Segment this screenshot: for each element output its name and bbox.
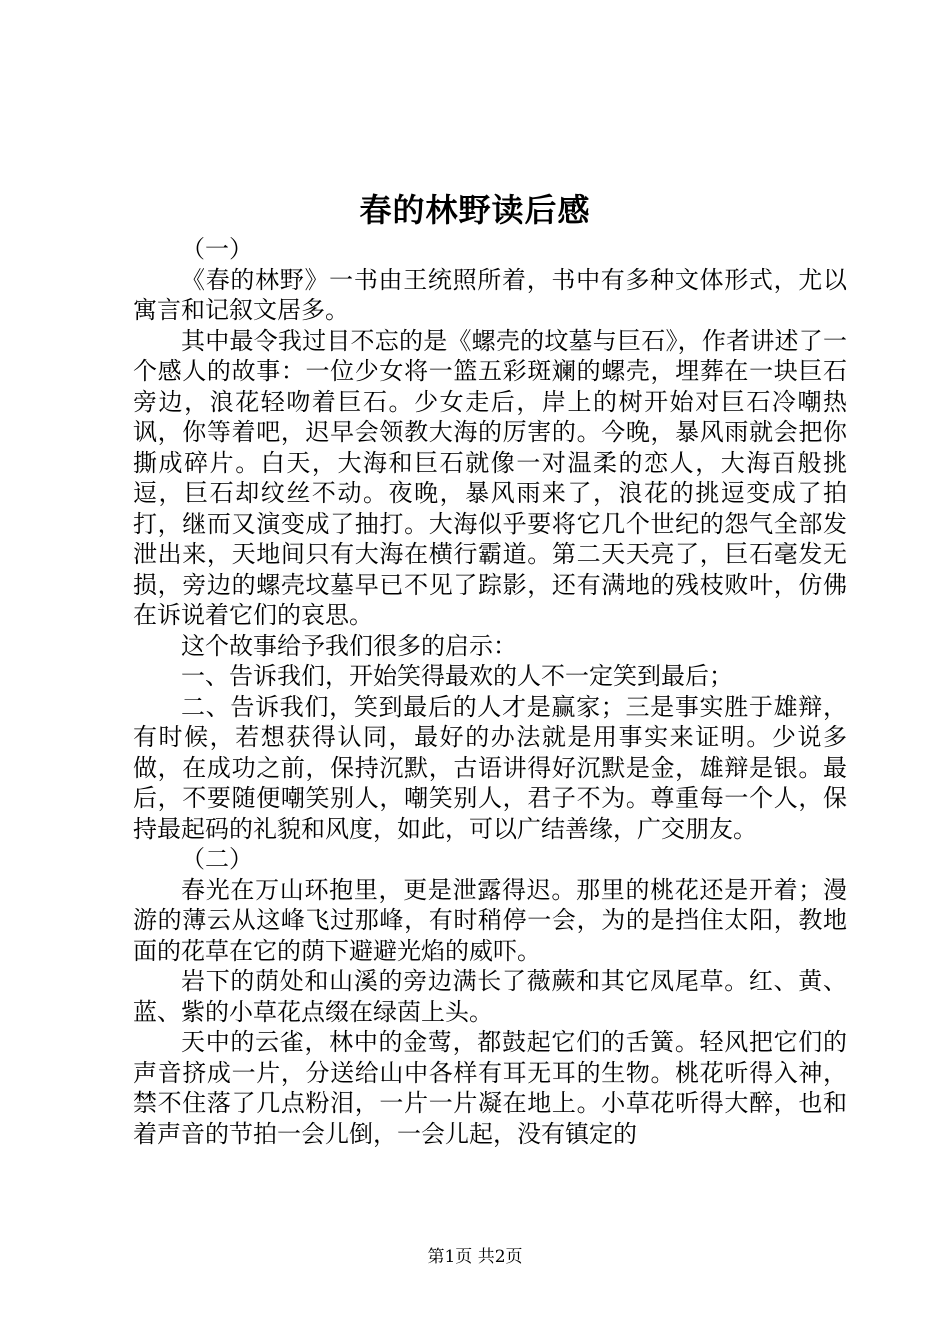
page-footer: 第1页 共2页 (427, 1247, 523, 1267)
document-title: 春的林野读后感 (359, 191, 591, 229)
document-body (133, 234, 847, 1149)
section-heading-1: （一） (181, 235, 253, 263)
paragraph: 这个故事给予我们很多的启示： (181, 631, 517, 660)
paragraph: 《春的林野》一书由王统照所着，书中有多种文体形式，尤以寓言和记叙文居多。 (133, 265, 847, 324)
paragraph: 其中最令我过目不忘的是《螺壳的坟墓与巨石》，作者讲述了一个感人的故事：一位少女将一篮五彩斑斓的螺壳，埋葬在一块巨石旁边，浪花轻吻着巨石。少女走后，岸上的树开始对巨石冷嘲热讽，你等着吧，迟早会领教大海的厉害的。今晚，暴风雨就会把你撕成碎片。白天，大海和巨石就像一对温柔的恋人，大海百般挑逗，巨石却纹丝不动。夜晚，暴风雨来了，浪花的挑逗变成了拍打，继而又演变成了抽打。大海似乎要将它几个世纪的怨气全部发泄出来，天地间只有大海在横行霸道。第二天天亮了，巨石毫发无损，旁边的螺壳坟墓早已不见了踪影，还有满地的残枝败叶，仿佛在诉说着它们的哀思。 (133, 326, 847, 629)
section-heading-2: （二） (181, 845, 253, 873)
paragraph: 二、告诉我们，笑到最后的人才是赢家；三是事实胜于雄辩，有时候，若想获得认同，最好的办法就是用事实来证明。少说多做，在成功之前，保持沉默，古语讲得好沉默是金，雄辩是银。最后，不要随便嘲笑别人，嘲笑别人，君子不为。尊重每一个人，保持最起码的礼貌和风度，如此，可以广结善缘，广交朋友。 (133, 692, 847, 843)
paragraph: 天中的云雀，林中的金莺，都鼓起它们的舌簧。轻风把它们的声音挤成一片，分送给山中各样有耳无耳的生物。桃花听得入神，禁不住落了几点粉泪，一片一片凝在地上。小草花听得大醉，也和着声音的节拍一会儿倒，一会儿起，没有镇定的 (133, 1028, 847, 1148)
paragraph: 一、告诉我们，开始笑得最欢的人不一定笑到最后； (181, 662, 733, 690)
paragraph: 岩下的荫处和山溪的旁边满长了薇蕨和其它凤尾草。红、黄、蓝、紫的小草花点缀在绿茵上头。 (133, 967, 847, 1026)
paragraph: 春光在万山环抱里，更是泄露得迟。那里的桃花还是开着；漫游的薄云从这峰飞过那峰，有时稍停一会，为的是挡住太阳，教地面的花草在它的荫下避避光焰的威吓。 (133, 875, 847, 965)
